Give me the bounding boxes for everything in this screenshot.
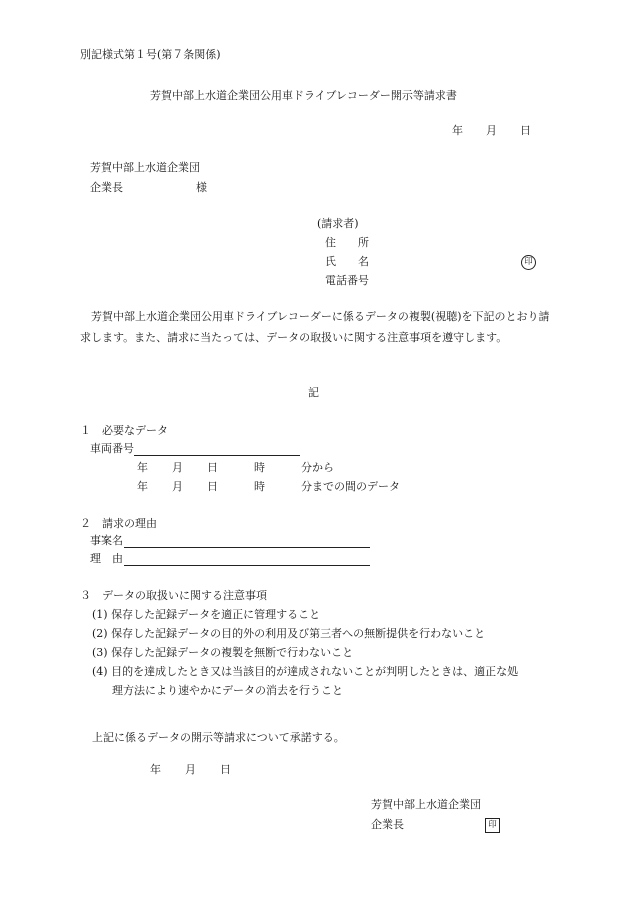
to-year: 年 [137, 480, 148, 493]
notice-item-2: (2) 保存した記録データの目的外の利用及び第三者への無断提供を行わないこと [92, 627, 486, 640]
approval-text: 上記に係るデータの開示等請求について承諾する。 [92, 731, 345, 744]
vehicle-number-field[interactable] [134, 455, 300, 456]
vehicle-number-label: 車両番号 [90, 442, 134, 455]
addressee-title: 企業長 [90, 181, 123, 194]
notice-item-4-continued: 理方法により速やかにデータの消去を行うこと [112, 684, 343, 697]
approver-org: 芳賀中部上水道企業団 [371, 798, 481, 811]
date-bottom-year: 年 [150, 763, 161, 776]
date-top-year: 年 [452, 124, 463, 137]
incident-name-label: 事案名 [90, 534, 123, 547]
from-day: 日 [207, 461, 218, 474]
notice-item-1: (1) 保存した記録データを適正に管理すること [92, 608, 321, 621]
to-hour: 時 [254, 480, 265, 493]
notice-item-3: (3) 保存した記録データの複製を無断で行わないこと [92, 646, 354, 659]
reason-label: 理 由 [90, 552, 123, 565]
form-number: 別記様式第１号(第７条関係) [80, 48, 221, 61]
to-month: 月 [172, 480, 183, 493]
from-year: 年 [137, 461, 148, 474]
requester-phone-label: 電話番号 [325, 274, 369, 287]
notice-item-4: (4) 目的を達成したとき又は当該目的が達成されないことが判明したときは、適正な処 [92, 665, 519, 678]
section1-heading: １ 必要なデータ [80, 424, 168, 437]
addressee-honorific: 様 [196, 181, 207, 194]
reason-field[interactable] [124, 565, 370, 566]
date-bottom-month: 月 [185, 763, 196, 776]
addressee-org: 芳賀中部上水道企業団 [90, 161, 200, 174]
incident-name-field[interactable] [124, 547, 370, 548]
date-bottom-day: 日 [220, 763, 231, 776]
requester-name-label: 氏 名 [325, 255, 369, 268]
date-top-month: 月 [486, 124, 497, 137]
from-tail: 分から [301, 461, 334, 474]
to-day: 日 [207, 480, 218, 493]
date-top-day: 日 [520, 124, 531, 137]
section3-heading: ３ データの取扱いに関する注意事項 [80, 589, 267, 602]
to-tail: 分までの間のデータ [301, 480, 400, 493]
document-title: 芳賀中部上水道企業団公用車ドライブレコーダー開示等請求書 [150, 89, 457, 102]
requester-seal: 印 [521, 255, 536, 270]
approver-title: 企業長 [371, 818, 404, 831]
approver-seal: 印 [485, 818, 500, 833]
section2-heading: ２ 請求の理由 [80, 517, 157, 530]
from-month: 月 [172, 461, 183, 474]
intro-paragraph: 芳賀中部上水道企業団公用車ドライブレコーダーに係るデータの複製(視聴)を下記のとおり請求します。また、請求に当たっては、データの取扱いに関する注意事項を遵守します。 [80, 310, 550, 344]
ki-marker: 記 [308, 386, 319, 399]
requester-address-label: 住 所 [325, 236, 369, 249]
requester-heading: (請求者) [317, 217, 359, 230]
from-hour: 時 [254, 461, 265, 474]
